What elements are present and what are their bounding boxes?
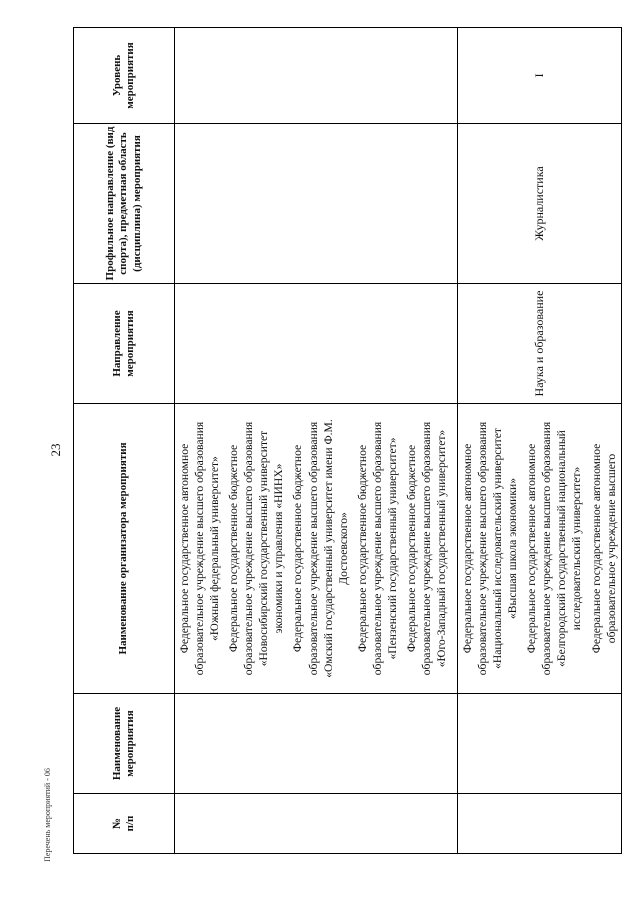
rotated-table-page — [73, 28, 618, 854]
header-number: № п/п — [74, 794, 175, 854]
organizer-entry: Федеральное государственное бюджетное образовательное учреждение высшего образования «Омский государственный университет имени Ф.М. Достоевского» — [291, 419, 350, 678]
cell-direction: Наука и образование — [458, 284, 622, 404]
cell-number — [175, 794, 458, 854]
cell-number — [458, 794, 622, 854]
organizer-entry: Федеральное государственное бюджетное образовательное учреждение высшего образования «Новосибирский государственный университет экономики и управления «НИНХ» — [227, 421, 286, 676]
page-number: 23 — [48, 443, 63, 457]
cell-organizers — [175, 404, 458, 694]
organizer-entry: Федеральное государственное бюджетное образовательное учреждение высшего образования «Юго-Западный государственный университет» — [404, 421, 448, 676]
header-event-name: Наименование мероприятия — [74, 694, 175, 794]
organizer-entry: Федеральное государственное автономное образовательное учреждение высшего образования «Белгородский государственный национальный исследовательский университет» — [525, 421, 584, 676]
cell-level: I — [458, 28, 622, 124]
header-organizer: Наименование организатора мероприятия — [74, 404, 175, 694]
header-direction: Направление мероприятия — [74, 284, 175, 404]
cell-level — [175, 28, 458, 124]
table-header-row — [74, 28, 175, 854]
events-table — [73, 27, 622, 854]
footer-note: Перечень мероприятий - 06 — [43, 768, 52, 862]
cell-profile: Журналистика — [458, 124, 622, 284]
cell-profile — [175, 124, 458, 284]
header-profile: Профильное направление (вид спорта), предметная область (дисциплина) мероприятия — [74, 124, 175, 284]
organizer-entry: Федеральное государственное автономное образовательное учреждение высшего образования «Южный федеральный университет» — [178, 421, 222, 676]
cell-event-name — [175, 694, 458, 794]
organizer-entry: Федеральное государственное автономное образовательное учреждение высшего — [589, 443, 618, 654]
cell-organizers — [458, 404, 622, 694]
organizer-entry: Федеральное государственное бюджетное образовательное учреждение высшего образования «Пензенский государственный университет» — [355, 421, 399, 676]
cell-event-name — [458, 694, 622, 794]
cell-direction — [175, 284, 458, 404]
header-level: Уровень мероприятия — [74, 28, 175, 124]
table-row — [175, 28, 458, 854]
organizer-entry: Федеральное государственное автономное образовательное учреждение высшего образования «Национальный исследовательский университет «Высшая школа экономики» — [461, 421, 520, 676]
table-row — [458, 28, 622, 854]
